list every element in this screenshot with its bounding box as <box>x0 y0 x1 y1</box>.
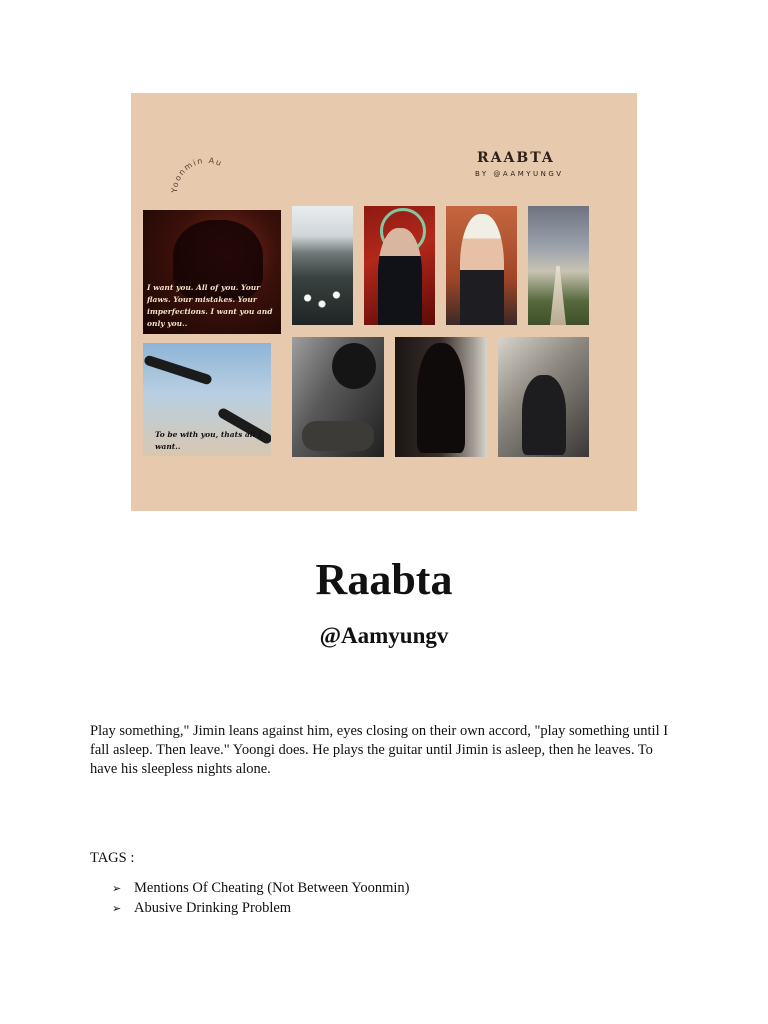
arc-text: Yoonmin Au <box>169 155 225 194</box>
list-item <box>112 899 409 919</box>
bullet-arrow-icon: ➢ <box>112 882 122 895</box>
author-handle: @Aamyungv <box>319 623 449 648</box>
hand <box>143 354 213 385</box>
cover-byline: BY @AAMYUNGV <box>475 170 564 178</box>
figure <box>417 343 465 453</box>
arc-title <box>167 133 247 203</box>
photo-tile-reaching-hands <box>143 343 271 456</box>
cover-image <box>131 93 637 511</box>
page-title: Raabta <box>315 555 453 604</box>
tag-text: Abusive Drinking Problem <box>134 899 292 916</box>
photo-tile-red-portrait <box>364 206 435 325</box>
photo-tile-embrace <box>395 337 487 457</box>
bullet-arrow-icon: ➢ <box>112 901 122 915</box>
aisle <box>550 266 566 325</box>
photo-tile-smiling-portrait <box>446 206 517 325</box>
guitar <box>302 421 374 451</box>
photo-tile-guitar <box>292 337 384 457</box>
photo-tile-lake-flowers <box>292 206 353 325</box>
tags-label: TAGS : <box>90 850 135 866</box>
figure <box>378 228 422 325</box>
photo-tile-wedding-aisle <box>528 206 589 325</box>
tile-caption: I want you. All of you. Your flaws. Your mistakes. Your imperfections. I want you and only you.. <box>147 283 273 328</box>
tile-caption: To be with you, thats all I want.. <box>155 430 262 451</box>
figure <box>460 214 504 325</box>
cover-title: RAABTA <box>477 150 555 166</box>
photo-tile-couple-silhouette <box>143 210 281 334</box>
tags-list <box>112 879 409 918</box>
photo-tile-sitting-figure <box>498 337 589 457</box>
figure <box>522 375 566 455</box>
list-item <box>112 879 409 899</box>
tag-text: Mentions Of Cheating (Not Between Yoonmin) <box>134 880 410 896</box>
figure <box>332 343 376 389</box>
summary-paragraph: Play something," Jimin leans against him, eyes closing on their own accord, "play something until I fall asleep. Then leave." Yoongi does. He plays the guitar until Jimin is asleep, then he leaves. To have his sleepless nights alone. <box>90 723 669 777</box>
flowers <box>298 286 346 316</box>
